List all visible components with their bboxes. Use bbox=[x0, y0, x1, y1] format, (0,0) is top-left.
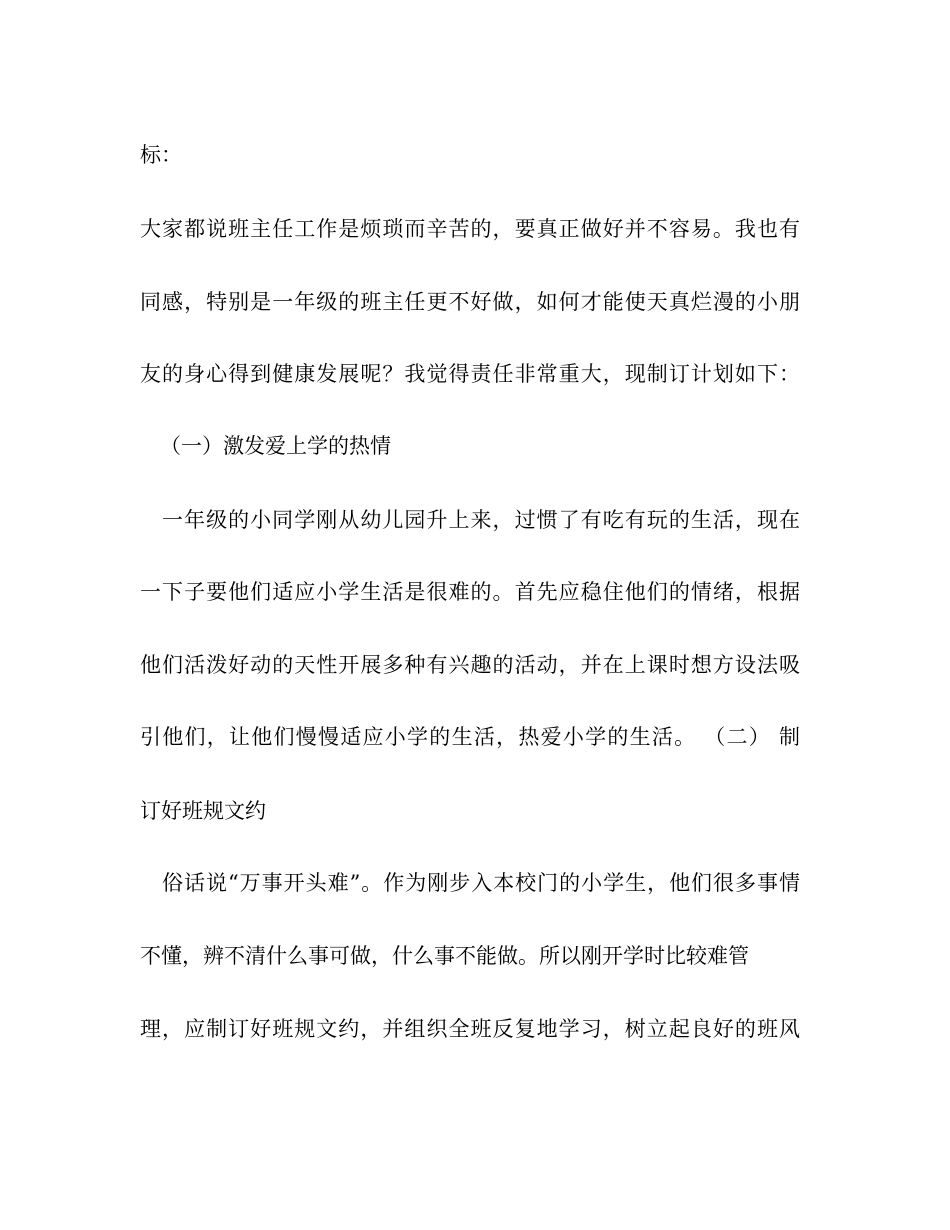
text-line-9: 引他们，让他们慢慢适应小学的生活，热爱小学的生活。 （二） 制 bbox=[140, 725, 800, 749]
text-line-6: 一年级的小同学刚从幼儿园升上来，过惯了有吃有玩的生活，现在 bbox=[162, 508, 800, 532]
text-line-13: 理，应制订好班规文约，并组织全班反复地学习，树立起良好的班风 bbox=[140, 1017, 800, 1041]
text-line-1: 标： bbox=[140, 143, 182, 167]
text-line-12: 不懂，辨不清什么事可做，什么事不能做。所以刚开学时比较难管 bbox=[140, 944, 749, 968]
text-line-3: 同感，特别是一年级的班主任更不好做，如何才能使天真烂漫的小朋 bbox=[140, 290, 800, 314]
section-heading-2-cont: 订好班规文约 bbox=[140, 799, 266, 823]
text-line-4: 友的身心得到健康发展呢？我觉得责任非常重大，现制订计划如下： bbox=[140, 362, 800, 386]
text-line-7: 一下子要他们适应小学生活是很难的。首先应稳住他们的情绪，根据 bbox=[140, 580, 800, 604]
text-line-11: 俗话说“万事开头难”。作为刚步入本校门的小学生，他们很多事情 bbox=[162, 871, 800, 895]
section-heading-1: （一）激发爱上学的热情 bbox=[160, 434, 391, 458]
text-line-2: 大家都说班主任工作是烦琐而辛苦的，要真正做好并不容易。我也有 bbox=[140, 217, 800, 241]
text-line-8: 他们活泼好动的天性开展多种有兴趣的活动，并在上课时想方设法吸 bbox=[140, 653, 800, 677]
